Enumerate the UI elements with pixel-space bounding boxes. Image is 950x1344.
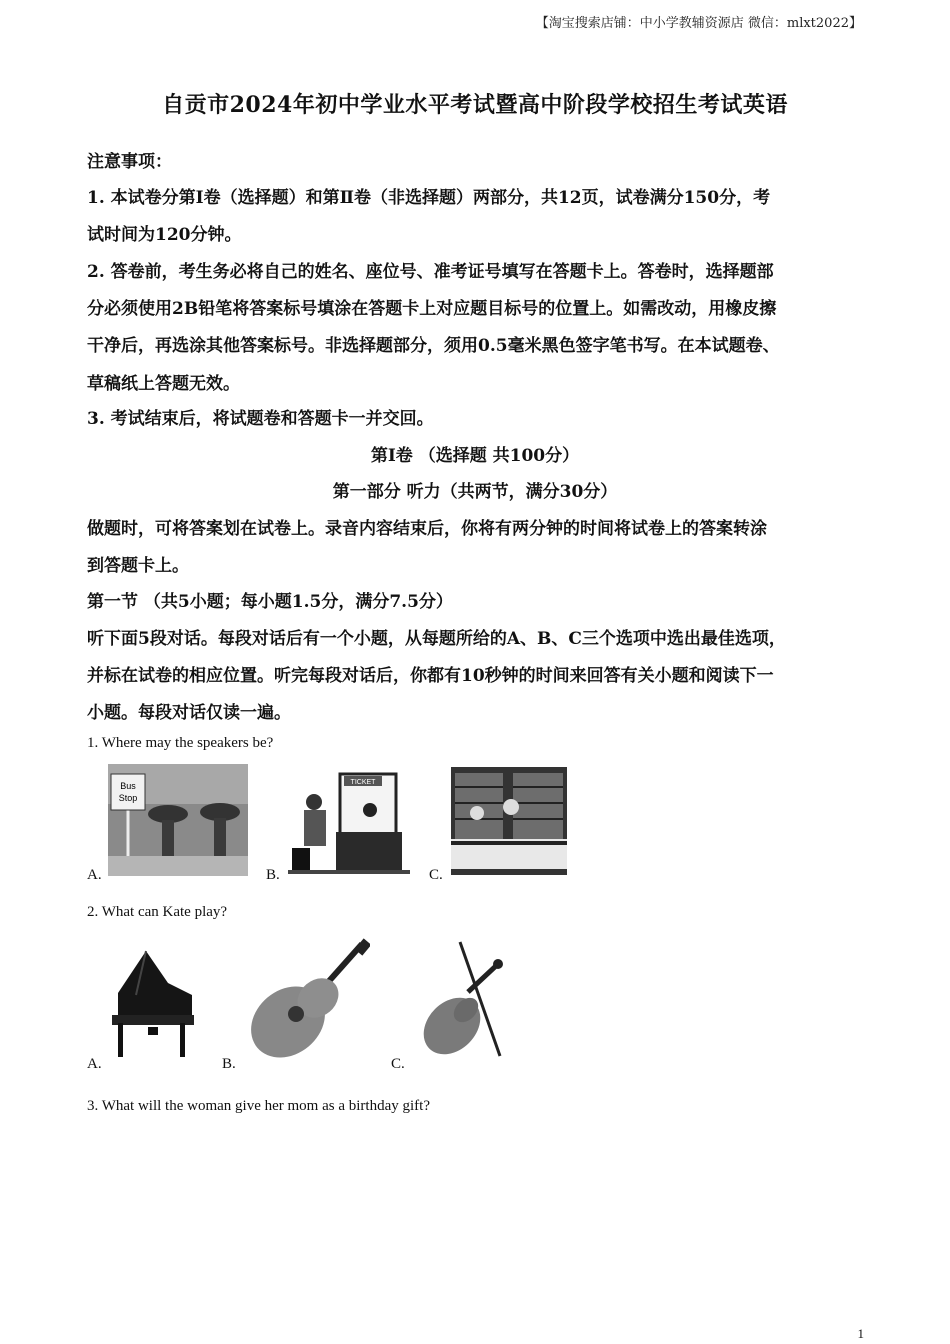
bus-stop-image: [108, 764, 248, 876]
volume-heading: 第Ⅰ卷 （选择题 共100分）: [370, 446, 580, 466]
notes-line: 分必须使用2B铅笔将答案标号填涂在答题卡上对应题目标号的位置上。如需改动，用橡皮擦: [87, 299, 777, 319]
instruction-line: 并标在试卷的相应位置。听完每段对话后，你都有10秒钟的时间来回答有关小题和阅读下一: [87, 666, 774, 686]
option-label: A.: [87, 867, 102, 883]
question-1: 1. Where may the speakers be?: [87, 735, 274, 751]
page-number: 1: [857, 1326, 864, 1341]
option-label: B.: [222, 1056, 236, 1072]
option-label: B.: [266, 867, 280, 883]
option-label: C.: [391, 1056, 405, 1072]
option-label: A.: [87, 1056, 102, 1072]
notes-heading: 注意事项：: [87, 152, 172, 172]
piano-image: [108, 943, 198, 1059]
guitar-image: [240, 938, 370, 1062]
question-2: 2. What can Kate play?: [87, 904, 228, 920]
ticket-office-image: [288, 770, 410, 874]
instruction-line: 小题。每段对话仅读一遍。: [87, 703, 291, 723]
instruction-line: 听下面5段对话。每段对话后有一个小题，从每题所给的A、B、C三个选项中选出最佳选项，: [87, 629, 786, 649]
notes-line: 试时间为120分钟。: [87, 225, 242, 245]
ticket-sign-text: TICKET: [350, 779, 376, 786]
option-label: C.: [429, 867, 443, 883]
library-image: [451, 767, 567, 875]
notes-line: 干净后，再选涂其他答案标号。非选择题部分，须用0.5毫米黑色签字笔书写。在本试题卷、: [87, 336, 780, 356]
notes-line: 草稿纸上答题无效。: [87, 374, 240, 394]
intro-line: 做题时，可将答案划在试卷上。录音内容结束后，你将有两分钟的时间将试卷上的答案转涂: [87, 519, 767, 539]
bus-stop-sign-text: Stop: [118, 793, 138, 803]
violin-image: [408, 938, 508, 1062]
notes-line: 2. 答卷前，考生务必将自己的姓名、座位号、准考证号填写在答题卡上。答卷时，选择题部: [87, 262, 774, 282]
part-heading: 第一部分 听力（共两节，满分30分）: [332, 482, 618, 502]
bus-stop-sign-text: Bus: [120, 781, 136, 791]
notes-line: 1. 本试卷分第Ⅰ卷（选择题）和第Ⅱ卷（非选择题）两部分，共12页，试卷满分150分，考: [87, 188, 771, 208]
page-title: 自贡市2024年初中学业水平考试暨高中阶段学校招生考试英语: [162, 92, 788, 118]
section-heading: 第一节 （共5小题；每小题1.5分，满分7.5分）: [87, 592, 453, 612]
watermark: 【淘宝搜索店铺：中小学教辅资源店 微信：mlxt2022】: [535, 16, 862, 31]
intro-line: 到答题卡上。: [87, 556, 189, 576]
question-3: 3. What will the woman give her mom as a birthday gift?: [87, 1098, 430, 1114]
notes-line: 3. 考试结束后，将试题卷和答题卡一并交回。: [87, 409, 434, 429]
